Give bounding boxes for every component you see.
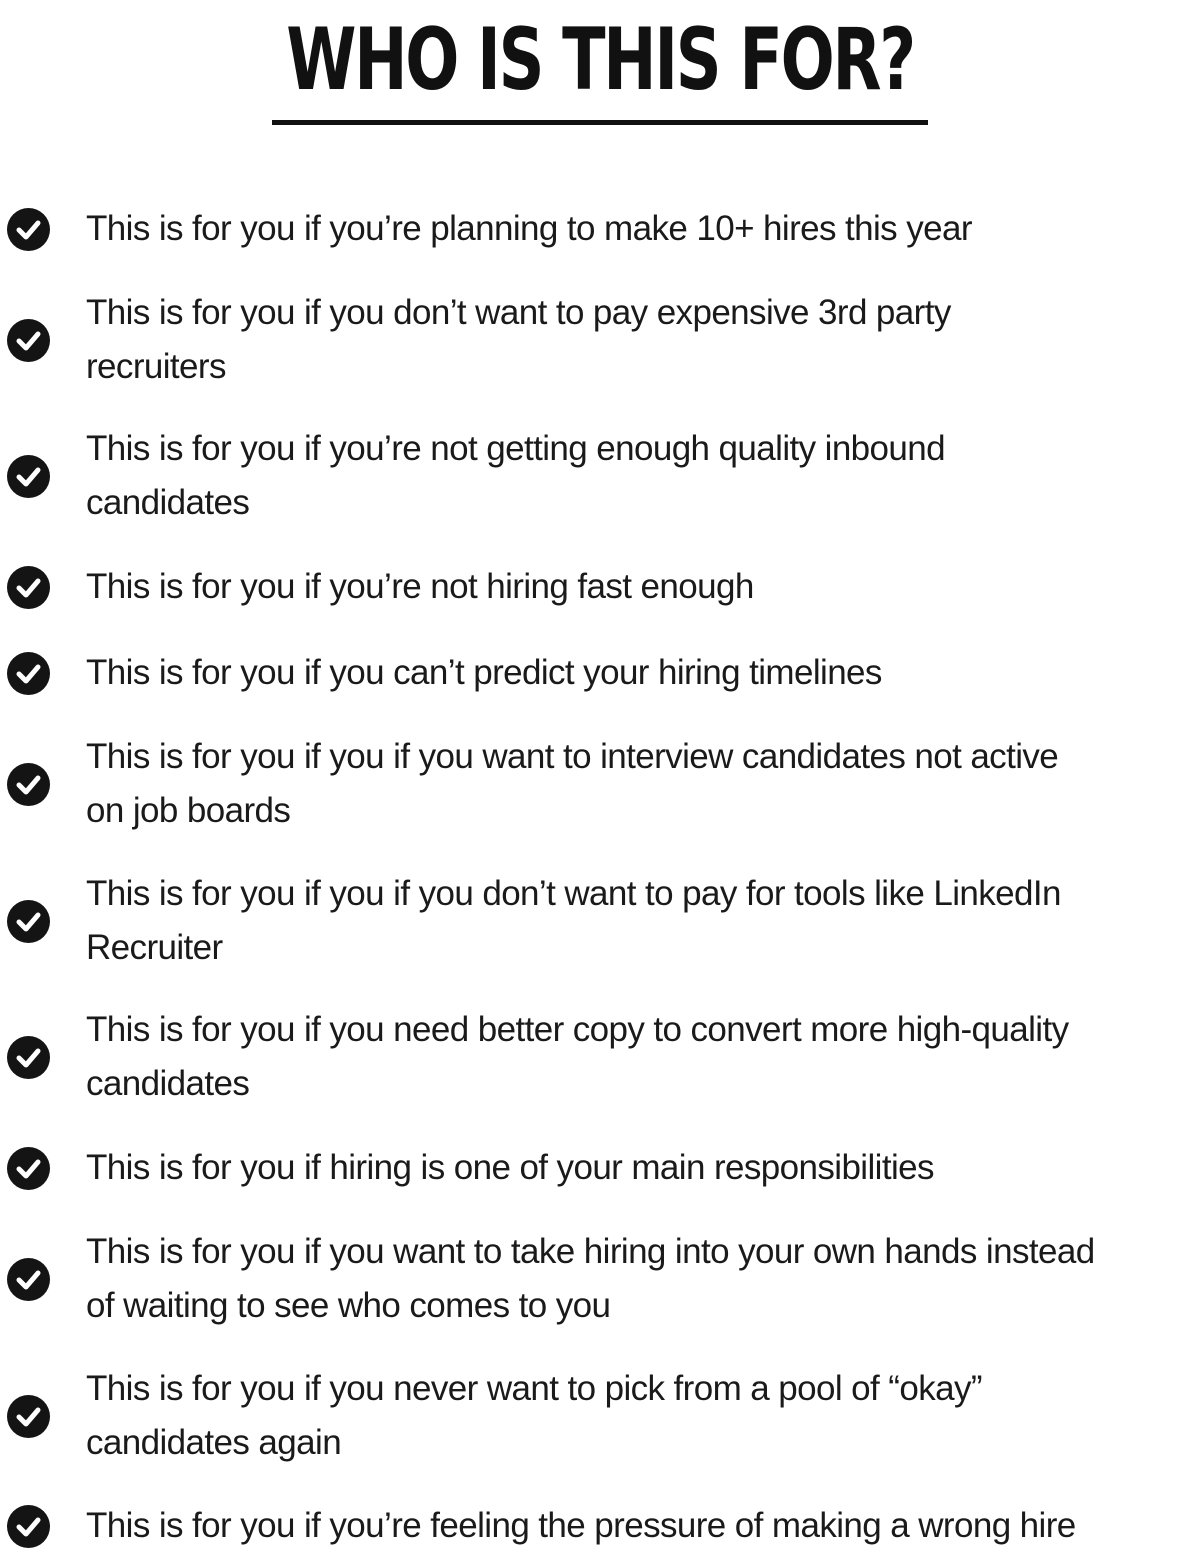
- list-item-text: This is for you if you don’t want to pay expensive 3rd party recruiters: [86, 293, 951, 386]
- check-circle-icon: [7, 1505, 50, 1548]
- check-circle-icon: [7, 763, 50, 806]
- list-item-text: This is for you if you’re not hiring fast enough: [86, 567, 754, 606]
- list-item-text: This is for you if you’re planning to make 10+ hires this year: [86, 209, 972, 248]
- list-item-text: This is for you if you if you want to interview candidates not active on job boards: [86, 737, 1059, 830]
- check-circle-icon: [7, 566, 50, 609]
- list-item-text: This is for you if hiring is one of your main responsibilities: [86, 1148, 934, 1187]
- list-item-text: This is for you if you want to take hiring into your own hands instead of waiting to see who comes to you: [86, 1232, 1095, 1325]
- check-circle-icon: [7, 208, 50, 251]
- header: [0, 0, 1200, 112]
- check-circle-icon: [7, 455, 50, 498]
- check-circle-icon: [7, 900, 50, 943]
- page-title: WHO IS THIS FOR?: [286, 10, 914, 110]
- list-item-text: This is for you if you’re feeling the pressure of making a wrong hire: [86, 1506, 1076, 1545]
- check-circle-icon: [7, 319, 50, 362]
- check-circle-icon: [7, 1395, 50, 1438]
- check-circle-icon: [7, 1147, 50, 1190]
- check-circle-icon: [7, 652, 50, 695]
- list-item-text: This is for you if you never want to pick from a pool of “okay” candidates again: [86, 1369, 982, 1462]
- list-item-text: This is for you if you need better copy to convert more high-quality candidates: [86, 1010, 1069, 1103]
- check-circle-icon: [7, 1036, 50, 1079]
- title-underline: [272, 120, 928, 125]
- check-circle-icon: [7, 1258, 50, 1301]
- list-item-text: This is for you if you if you don’t want to pay for tools like LinkedIn Recruiter: [86, 874, 1061, 967]
- list-item-text: This is for you if you can’t predict your hiring timelines: [86, 653, 882, 692]
- list-item-text: This is for you if you’re not getting enough quality inbound candidates: [86, 429, 946, 522]
